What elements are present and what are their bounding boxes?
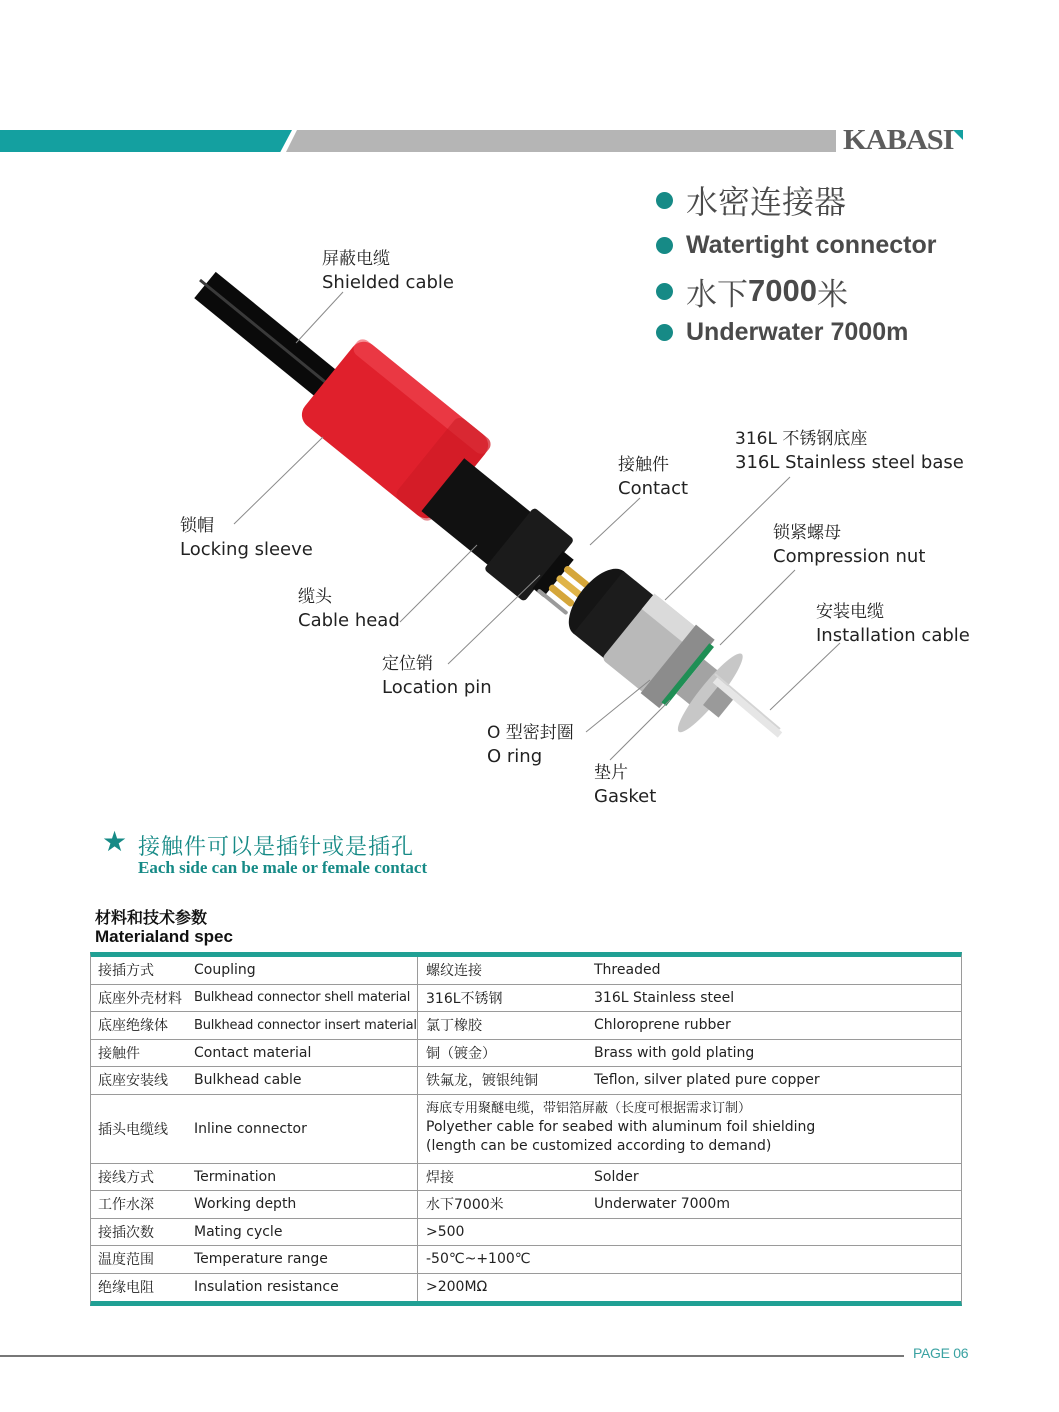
value-cn: 铜（镀金） [426, 1045, 496, 1062]
callout-en: Installation cable [816, 625, 970, 646]
feature-text: 水密连接器 [686, 183, 847, 221]
value-en: Brass with gold plating [594, 1044, 755, 1061]
callout-cn: 锁帽 [180, 516, 214, 536]
spec-title-en: Materialand spec [95, 927, 233, 946]
callout-shielded-cable [322, 248, 454, 294]
key-cn: 接线方式 [98, 1169, 154, 1186]
key-en: Coupling [194, 962, 256, 979]
callout-en: 316L Stainless steel base [735, 452, 964, 473]
value-line: 海底专用聚醚电缆，带铝箔屏蔽（长度可根据需求订制） [426, 1100, 752, 1116]
feature-text: Watertight connector [686, 230, 937, 259]
value-cn: >500 [426, 1223, 465, 1240]
callout-cn: 接触件 [618, 455, 669, 475]
shielded-cable-illustration [200, 280, 340, 395]
value-en: Underwater 7000m [594, 1196, 730, 1213]
callout-cn: 安装电缆 [816, 602, 884, 622]
callout-cn: 缆头 [298, 587, 332, 607]
callout-stainless-base [735, 428, 964, 474]
callout-en: Compression nut [773, 546, 926, 567]
spec-title-cn: 材料和技术参数 [95, 908, 208, 927]
callout-o-ring [487, 722, 574, 768]
table-row [91, 1246, 961, 1274]
key-en: Bulkhead cable [194, 1072, 302, 1089]
callout-en: Shielded cable [322, 272, 454, 293]
key-en: Bulkhead connector insert material [194, 1017, 417, 1033]
table-row [91, 985, 961, 1013]
value-cn: 铁氟龙，镀银纯铜 [426, 1073, 538, 1090]
table-row [91, 1191, 961, 1219]
spec-table [90, 952, 962, 1306]
key-en: Insulation resistance [194, 1279, 339, 1296]
key-en: Termination [194, 1168, 277, 1185]
callout-location-pin [382, 653, 492, 699]
table-row [91, 957, 961, 985]
value-line: Polyether cable for seabed with aluminum foil shielding [426, 1118, 816, 1135]
callout-cn: 屏蔽电缆 [322, 249, 390, 269]
value-en: Threaded [594, 962, 661, 979]
value-en: Chloroprene rubber [594, 1017, 731, 1034]
key-en: Temperature range [194, 1251, 328, 1268]
value-en: Teflon, silver plated pure copper [594, 1072, 820, 1089]
key-cn: 温度范围 [98, 1252, 154, 1269]
key-en: Working depth [194, 1196, 297, 1213]
key-cn: 工作水深 [98, 1197, 154, 1214]
value-en: Solder [594, 1168, 639, 1185]
value-cn: -50℃~+100℃ [426, 1251, 531, 1268]
table-row [91, 1067, 961, 1095]
table-row [91, 1012, 961, 1040]
callout-cn: 定位销 [382, 654, 433, 674]
footer-rule [0, 1355, 904, 1357]
key-en: Mating cycle [194, 1223, 283, 1240]
key-cn: 接触件 [98, 1045, 140, 1062]
note-en: Each side can be male or female contact [138, 858, 428, 877]
key-cn: 底座安装线 [98, 1073, 168, 1090]
value-cn: 螺纹连接 [426, 963, 482, 980]
value-cn: 316L不锈钢 [426, 990, 503, 1007]
value-cn: 水下7000米 [426, 1197, 504, 1214]
feature-text-prefix: 水下 [686, 276, 748, 313]
page-number: PAGE 06 [913, 1345, 969, 1361]
callout-contact [618, 454, 688, 500]
callout-en: Locking sleeve [180, 539, 313, 560]
value-cn: 氯丁橡胶 [426, 1018, 482, 1035]
value-en: 316L Stainless steel [594, 989, 735, 1006]
key-cn: 底座绝缘体 [98, 1018, 168, 1035]
callout-en: Location pin [382, 677, 492, 698]
key-en: Contact material [194, 1044, 312, 1061]
callout-en: O ring [487, 746, 543, 767]
table-row [91, 1095, 961, 1164]
value-cn: >200MΩ [426, 1279, 488, 1296]
value-cn: 焊接 [426, 1169, 454, 1186]
feature-text-suffix: 米 [816, 276, 848, 313]
table-row [91, 1219, 961, 1247]
callout-en: Gasket [594, 786, 657, 807]
key-cn: 插头电缆线 [98, 1121, 168, 1138]
key-cn: 底座外壳材料 [98, 990, 182, 1007]
callout-cn: 锁紧螺母 [773, 523, 841, 543]
callout-cable-head [298, 586, 400, 632]
feature-text: Underwater 7000m [686, 317, 909, 346]
callout-gasket [594, 762, 656, 808]
table-row [91, 1164, 961, 1192]
table-row [91, 1274, 961, 1302]
brand-logo: KABASI [843, 124, 954, 156]
value-line: (length can be customized according to demand) [426, 1137, 772, 1154]
key-cn: 接插方式 [98, 963, 154, 980]
note-cn: 接触件可以是插针或是插孔 [138, 835, 415, 860]
key-en: Bulkhead connector shell material [194, 990, 411, 1006]
callout-en: Cable head [298, 610, 400, 631]
callout-cn: 316L 不锈钢底座 [735, 429, 868, 449]
star-icon: ★ [102, 825, 128, 858]
key-cn: 绝缘电阻 [98, 1280, 154, 1297]
table-row [91, 1040, 961, 1068]
callout-installation-cable [816, 601, 970, 647]
callout-cn: O 型密封圈 [487, 723, 574, 743]
key-en: Inline connector [194, 1120, 307, 1137]
key-cn: 接插次数 [98, 1224, 154, 1241]
callout-cn: 垫片 [594, 763, 628, 783]
callout-en: Contact [618, 478, 689, 499]
callout-compression-nut [773, 522, 925, 568]
callout-locking-sleeve [180, 515, 313, 561]
feature-text-number: 7000 [748, 273, 817, 308]
